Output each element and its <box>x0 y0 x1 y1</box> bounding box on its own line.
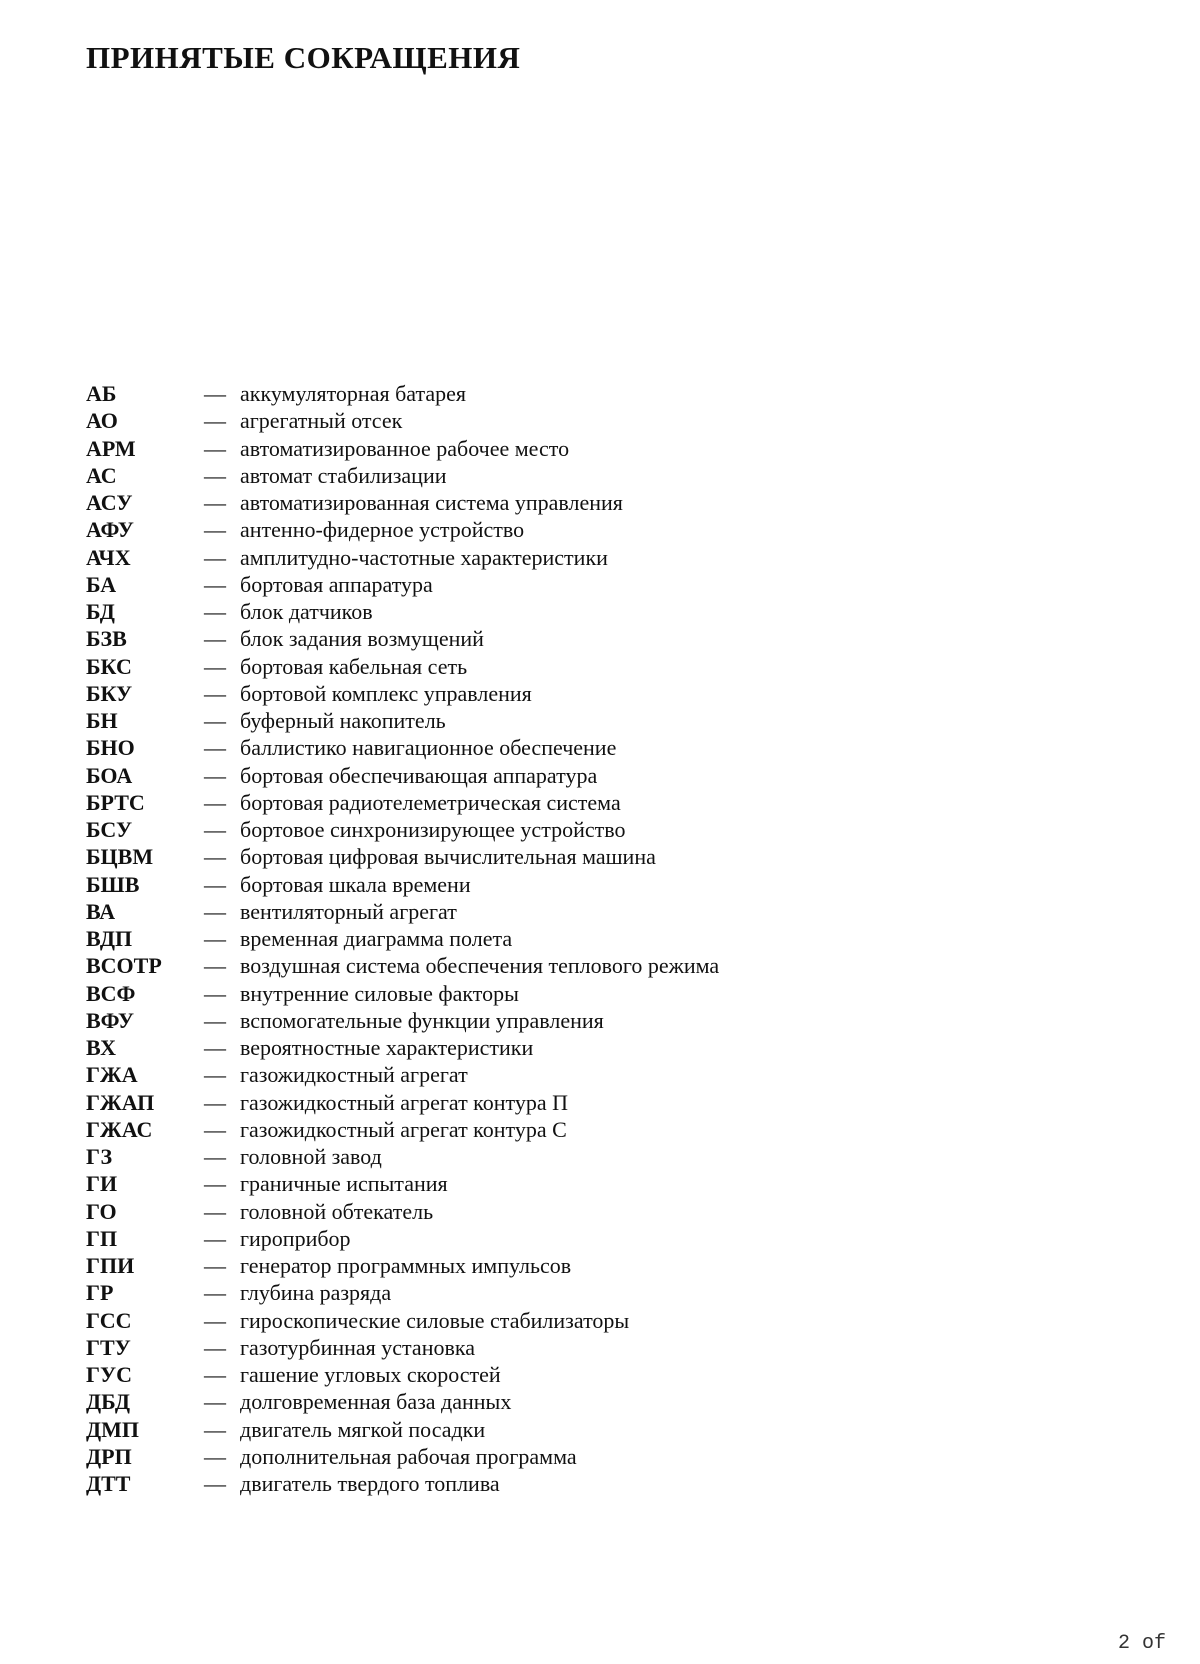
abbreviation-dash: — <box>204 1416 226 1442</box>
abbreviation-row <box>86 1470 1086 1497</box>
abbreviation-code: БЦВМ <box>86 844 154 870</box>
abbreviation-dash: — <box>204 408 226 434</box>
abbreviation-code: ГПИ <box>86 1253 135 1278</box>
abbreviation-code: ВФУ <box>86 1007 135 1033</box>
abbreviation-definition: двигатель твердого топлива <box>240 1471 500 1496</box>
abbreviation-dash: — <box>204 1116 226 1142</box>
abbreviation-code: ГП <box>86 1225 118 1251</box>
page-title: ПРИНЯТЫЕ СОКРАЩЕНИЯ <box>86 40 521 75</box>
abbreviation-row <box>86 571 1086 598</box>
abbreviation-row <box>86 1279 1086 1306</box>
abbreviation-definition: вероятностные характеристики <box>240 1035 534 1060</box>
abbreviation-definition: аккумуляторная батарея <box>240 381 466 406</box>
abbreviation-definition: бортовая радиотелеметрическая система <box>240 789 621 815</box>
abbreviation-definition: гироприбор <box>240 1225 351 1251</box>
abbreviation-row <box>86 1334 1086 1361</box>
abbreviation-definition: баллистико навигационное обеспечение <box>240 735 617 761</box>
abbreviation-dash: — <box>204 1307 226 1333</box>
abbreviation-dash: — <box>204 1389 226 1415</box>
abbreviation-dash: — <box>204 1362 226 1387</box>
abbreviation-dash: — <box>204 1253 226 1278</box>
abbreviation-row <box>86 762 1086 789</box>
abbreviation-definition: буферный накопитель <box>240 708 446 733</box>
abbreviation-code: АБ <box>86 381 117 406</box>
abbreviation-code: АО <box>86 408 118 434</box>
abbreviation-row <box>86 843 1086 870</box>
abbreviation-code: ГЖА <box>86 1062 138 1088</box>
abbreviation-definition: амплитудно-частотные характеристики <box>240 544 608 570</box>
abbreviation-definition: бортовая шкала времени <box>240 871 471 897</box>
abbreviation-dash: — <box>204 708 226 733</box>
abbreviation-code: ДРП <box>86 1443 132 1469</box>
abbreviation-definition: бортовая обеспечивающая аппаратура <box>240 762 598 788</box>
abbreviation-code: ВСФ <box>86 980 136 1006</box>
abbreviation-definition: двигатель мягкой посадки <box>240 1416 486 1442</box>
abbreviation-dash: — <box>204 844 226 870</box>
abbreviation-row <box>86 489 1086 516</box>
abbreviation-dash: — <box>204 817 226 842</box>
abbreviation-code: АСУ <box>86 490 133 515</box>
abbreviation-code: ГР <box>86 1280 114 1306</box>
abbreviation-code: БОА <box>86 762 133 788</box>
abbreviation-row <box>86 435 1086 462</box>
abbreviation-dash: — <box>204 980 226 1006</box>
abbreviation-definition: газожидкостный агрегат контура С <box>240 1116 567 1142</box>
abbreviation-definition: автомат стабилизации <box>240 462 447 488</box>
abbreviation-dash: — <box>204 680 226 706</box>
abbreviation-dash: — <box>204 953 226 979</box>
abbreviation-row <box>86 707 1086 734</box>
abbreviation-dash: — <box>204 1198 226 1224</box>
abbreviation-row <box>86 1416 1086 1443</box>
abbreviation-code: ГЗ <box>86 1144 113 1169</box>
abbreviation-row <box>86 1089 1086 1116</box>
abbreviation-definition: автоматизированная система управления <box>240 490 623 515</box>
abbreviation-definition: генератор программных импульсов <box>240 1253 572 1278</box>
abbreviation-row <box>86 925 1086 952</box>
abbreviation-code: ВСОТР <box>86 953 162 979</box>
abbreviation-row <box>86 1388 1086 1415</box>
abbreviation-code: ВДП <box>86 926 133 951</box>
abbreviation-definition: газотурбинная установка <box>240 1334 475 1360</box>
abbreviation-code: БШВ <box>86 871 140 897</box>
abbreviation-code: АС <box>86 462 117 488</box>
abbreviation-code: БН <box>86 708 118 733</box>
abbreviation-definition: воздушная система обеспечения теплового режима <box>240 953 720 979</box>
abbreviation-code: ГЖАС <box>86 1116 153 1142</box>
abbreviation-row <box>86 898 1086 925</box>
abbreviation-dash: — <box>204 1471 226 1496</box>
abbreviation-dash: — <box>204 626 226 652</box>
abbreviation-code: БЗВ <box>86 626 127 652</box>
abbreviation-row <box>86 1252 1086 1279</box>
abbreviation-row <box>86 1061 1086 1088</box>
abbreviation-dash: — <box>204 462 226 488</box>
abbreviation-definition: блок задания возмущений <box>240 626 484 652</box>
abbreviation-row <box>86 1307 1086 1334</box>
abbreviation-definition: бортовая цифровая вычислительная машина <box>240 844 656 870</box>
abbreviation-dash: — <box>204 490 226 515</box>
abbreviation-dash: — <box>204 435 226 461</box>
abbreviation-definition: бортовой комплекс управления <box>240 680 532 706</box>
abbreviation-code: ГО <box>86 1198 117 1224</box>
abbreviation-definition: вспомогательные функции управления <box>240 1007 604 1033</box>
abbreviation-definition: глубина разряда <box>240 1280 392 1306</box>
abbreviation-row <box>86 1170 1086 1197</box>
abbreviation-dash: — <box>204 898 226 924</box>
abbreviation-row <box>86 680 1086 707</box>
abbreviation-row <box>86 1443 1086 1470</box>
abbreviation-row <box>86 1143 1086 1170</box>
abbreviation-code: ВХ <box>86 1035 117 1060</box>
abbreviation-code: БСУ <box>86 817 133 842</box>
abbreviation-row <box>86 544 1086 571</box>
abbreviation-row <box>86 462 1086 489</box>
abbreviation-row <box>86 980 1086 1007</box>
abbreviation-row <box>86 653 1086 680</box>
abbreviation-definition: внутренние силовые факторы <box>240 980 519 1006</box>
abbreviation-definition: гироскопические силовые стабилизаторы <box>240 1307 630 1333</box>
abbreviation-row <box>86 871 1086 898</box>
abbreviation-definition: дополнительная рабочая программа <box>240 1443 577 1469</box>
abbreviation-code: БКУ <box>86 680 133 706</box>
abbreviation-row <box>86 816 1086 843</box>
abbreviation-definition: агрегатный отсек <box>240 408 403 434</box>
abbreviation-dash: — <box>204 1062 226 1088</box>
abbreviation-code: ГИ <box>86 1171 118 1197</box>
abbreviation-dash: — <box>204 1334 226 1360</box>
abbreviation-code: АРМ <box>86 435 136 461</box>
abbreviation-dash: — <box>204 571 226 597</box>
abbreviation-dash: — <box>204 544 226 570</box>
page-counter: 2 of <box>1117 1632 1166 1655</box>
abbreviation-definition: бортовое синхронизирующее устройство <box>240 817 626 842</box>
abbreviation-dash: — <box>204 599 226 624</box>
abbreviation-definition: граничные испытания <box>240 1171 448 1197</box>
abbreviation-code: ГЖАП <box>86 1089 155 1115</box>
abbreviation-code: БНО <box>86 735 135 761</box>
abbreviation-definition: долговременная база данных <box>240 1389 512 1415</box>
abbreviation-code: БА <box>86 571 117 597</box>
abbreviation-definition: газожидкостный агрегат контура П <box>240 1089 569 1115</box>
abbreviation-dash: — <box>204 735 226 761</box>
abbreviation-definition: головной обтекатель <box>240 1198 434 1224</box>
abbreviation-row <box>86 1225 1086 1252</box>
abbreviation-dash: — <box>204 1144 226 1169</box>
abbreviation-definition: бортовая кабельная сеть <box>240 653 468 679</box>
abbreviation-dash: — <box>204 1225 226 1251</box>
abbreviation-dash: — <box>204 926 226 951</box>
abbreviation-code: ГУС <box>86 1362 133 1387</box>
abbreviation-dash: — <box>204 762 226 788</box>
abbreviation-definition: гашение угловых скоростей <box>240 1362 501 1387</box>
abbreviation-definition: временная диаграмма полета <box>240 926 513 951</box>
abbreviation-dash: — <box>204 517 226 543</box>
abbreviation-list <box>86 380 1086 1497</box>
abbreviation-code: ГСС <box>86 1307 132 1333</box>
abbreviation-row <box>86 1034 1086 1061</box>
abbreviation-dash: — <box>204 653 226 679</box>
abbreviation-code: ВА <box>86 898 116 924</box>
abbreviation-dash: — <box>204 381 226 406</box>
abbreviation-definition: антенно-фидерное устройство <box>240 517 525 543</box>
abbreviation-definition: блок датчиков <box>240 599 373 624</box>
abbreviation-row <box>86 625 1086 652</box>
abbreviation-row <box>86 1361 1086 1388</box>
abbreviation-row <box>86 407 1086 434</box>
abbreviation-dash: — <box>204 1171 226 1197</box>
abbreviation-definition: газожидкостный агрегат <box>240 1062 468 1088</box>
abbreviation-code: БД <box>86 599 115 624</box>
abbreviation-code: ГТУ <box>86 1334 131 1360</box>
abbreviation-dash: — <box>204 1089 226 1115</box>
abbreviation-code: АЧХ <box>86 544 131 570</box>
abbreviation-row <box>86 1007 1086 1034</box>
abbreviation-code: ДТТ <box>86 1471 131 1496</box>
abbreviation-definition: вентиляторный агрегат <box>240 898 457 924</box>
abbreviation-row <box>86 734 1086 761</box>
abbreviation-dash: — <box>204 789 226 815</box>
abbreviation-code: АФУ <box>86 517 134 543</box>
abbreviation-code: БКС <box>86 653 132 679</box>
abbreviation-row <box>86 598 1086 625</box>
abbreviation-definition: автоматизированное рабочее место <box>240 435 570 461</box>
abbreviation-code: ДМП <box>86 1416 140 1442</box>
abbreviation-dash: — <box>204 1443 226 1469</box>
abbreviation-dash: — <box>204 871 226 897</box>
abbreviation-definition: бортовая аппаратура <box>240 571 433 597</box>
abbreviation-row <box>86 1116 1086 1143</box>
abbreviation-definition: головной завод <box>240 1144 382 1169</box>
abbreviation-row <box>86 789 1086 816</box>
abbreviation-row <box>86 952 1086 979</box>
abbreviation-row <box>86 516 1086 543</box>
abbreviation-dash: — <box>204 1280 226 1306</box>
abbreviation-row <box>86 1198 1086 1225</box>
abbreviation-dash: — <box>204 1035 226 1060</box>
abbreviation-dash: — <box>204 1007 226 1033</box>
abbreviation-code: БРТС <box>86 789 145 815</box>
abbreviation-code: ДБД <box>86 1389 130 1415</box>
abbreviation-row <box>86 380 1086 407</box>
